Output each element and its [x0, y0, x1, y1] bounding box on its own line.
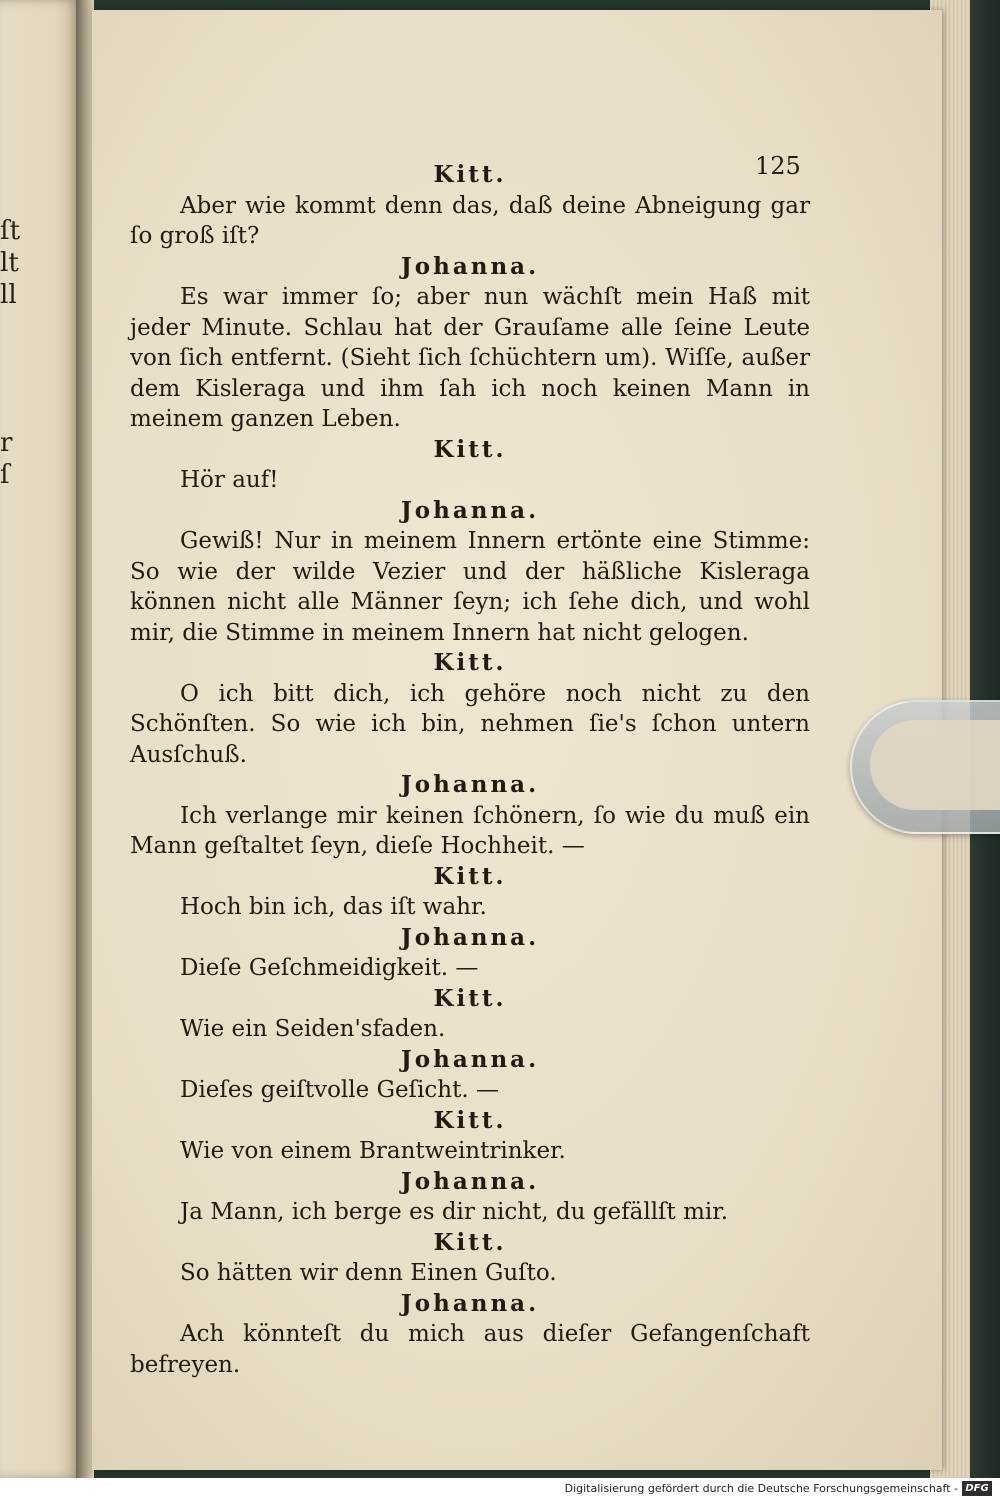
left-page-fragment: ll: [0, 280, 17, 310]
speaker-name: Kitt.: [433, 1228, 507, 1256]
left-page-fragment: lt: [0, 248, 19, 278]
footer-bar: [0, 1478, 1000, 1500]
speech-text: Hör auf!: [180, 467, 279, 493]
speech-text: O ich bitt dich, ich gehöre noch nicht zu den Schönſten. So wie ich bin, nehmen ſie's ſchon untern Ausſchuß.: [130, 680, 810, 768]
left-page-fragment: ſt: [0, 216, 21, 246]
dfg-logo: DFG: [962, 1481, 992, 1496]
speaker-name: Kitt.: [433, 435, 507, 463]
speaker-name: Johanna.: [400, 1045, 540, 1073]
speech-text: Ich verlange mir keinen ſchönern, ſo wie du muß ein Mann geſtaltet ſeyn, dieſe Hochheit. —: [130, 802, 810, 859]
speech-text: Dieſe Geſchmeidigkeit. —: [180, 955, 479, 981]
speech-text: Wie von einem Brantweintrinker.: [180, 1138, 566, 1164]
speech-text: Dieſes geiſtvolle Geſicht. —: [180, 1077, 499, 1103]
speech-text: Hoch bin ich, das iſt wahr.: [180, 894, 487, 920]
speaker-name: Johanna.: [400, 252, 540, 280]
speaker-name: Kitt.: [433, 1106, 507, 1134]
speaker-name: Kitt.: [433, 984, 507, 1012]
speech-text: So hätten wir denn Einen Guſto.: [180, 1260, 557, 1286]
left-page-edge: [0, 0, 80, 1478]
speech-text: Aber wie kommt denn das, daß deine Abneigung gar ſo groß iſt?: [130, 192, 810, 249]
speech-text: Es war immer ſo; aber nun wächſt mein Haß mit jeder Minute. Schlau hat der Grauſame alle ſeine Leute von ſich entfernt. (Sieht ſich ſchüchtern um). Wiſſe, außer dem Kisleraga und ihm ſah ich noch keinen Mann in meinem ganzen Leben.: [130, 284, 810, 432]
left-page-fragment: r: [0, 428, 13, 458]
speaker-name: Johanna.: [400, 496, 540, 524]
speaker-name: Johanna.: [400, 1289, 540, 1317]
page-number: 125: [755, 152, 801, 180]
page-text: [130, 160, 810, 1380]
speaker-name: Kitt.: [433, 161, 507, 188]
left-page-fragment: ſ: [0, 460, 10, 490]
page-clip: [850, 700, 1000, 834]
speaker-name: Kitt.: [433, 649, 507, 676]
speech-text: Wie ein Seiden'sfaden.: [180, 1016, 446, 1042]
funding-notice: Digitalisierung gefördert durch die Deutsche Forschungsgemeinschaft -: [564, 1482, 958, 1495]
speaker-name: Johanna.: [400, 771, 540, 798]
speech-text: Ach könnteſt du mich aus dieſer Gefangenſchaft befreyen.: [130, 1321, 810, 1378]
speaker-name: Johanna.: [400, 1167, 540, 1195]
speech-text: Ja Mann, ich berge es dir nicht, du gefällſt mir.: [180, 1199, 729, 1225]
speaker-name: Kitt.: [433, 862, 507, 890]
speaker-name: Johanna.: [400, 923, 540, 951]
speech-text: Gewiß! Nur in meinem Innern ertönte eine Stimme: So wie der wilde Vezier und der häßliche Kisleraga können nicht alle Männer ſeyn; ich ſehe dich, und wohl mir, die Stimme in meinem Innern hat nicht gelogen.: [130, 528, 810, 646]
